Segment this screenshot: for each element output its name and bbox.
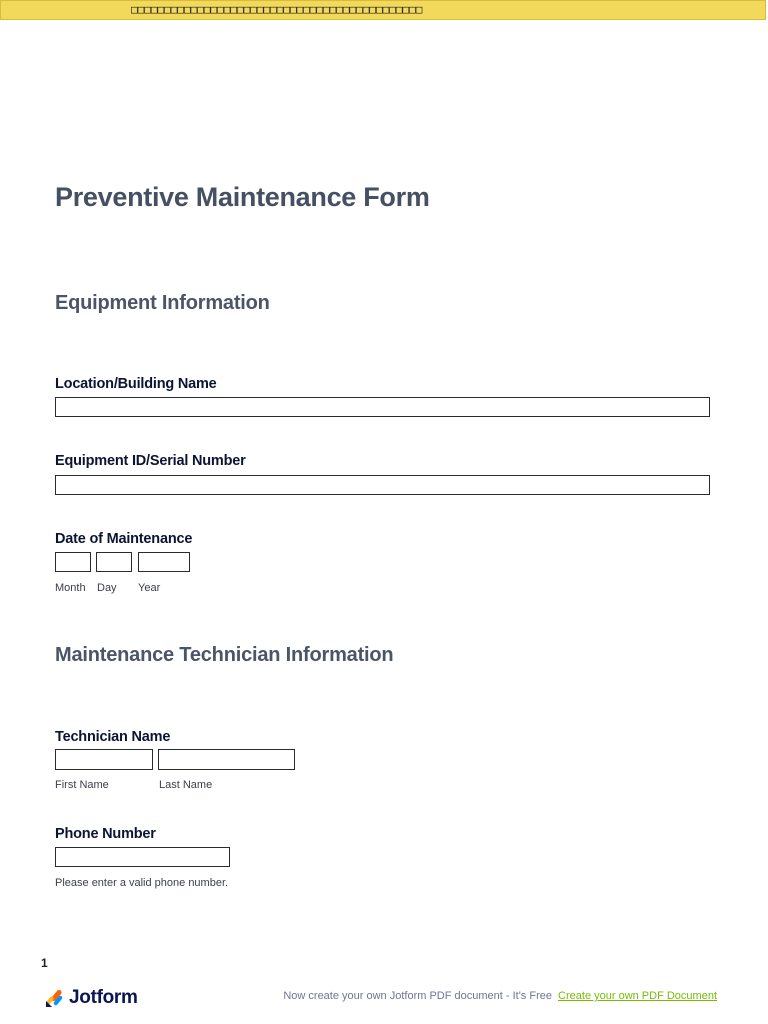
date-day-sublabel: Day xyxy=(97,582,117,594)
equipment-id-input[interactable] xyxy=(55,475,710,495)
technician-name-label: Technician Name xyxy=(55,729,171,745)
equipment-id-label: Equipment ID/Serial Number xyxy=(55,453,246,469)
first-name-input[interactable] xyxy=(55,749,153,770)
date-year-sublabel: Year xyxy=(138,582,161,594)
date-month-sublabel: Month xyxy=(55,582,86,594)
jotform-logo[interactable] xyxy=(45,987,138,1009)
location-input[interactable] xyxy=(55,397,710,417)
date-month-input[interactable] xyxy=(55,552,91,572)
last-name-sublabel: Last Name xyxy=(159,779,213,791)
brand-name: Jotform xyxy=(69,987,138,1008)
phone-hint: Please enter a valid phone number. xyxy=(55,877,229,889)
create-pdf-link[interactable]: Create your own PDF Document xyxy=(558,990,717,1002)
section-technician-heading: Maintenance Technician Information xyxy=(55,644,394,666)
date-label: Date of Maintenance xyxy=(55,531,193,547)
footer-promo xyxy=(283,990,717,1002)
location-label: Location/Building Name xyxy=(55,376,217,392)
first-name-sublabel: First Name xyxy=(55,779,109,791)
section-equipment-heading: Equipment Information xyxy=(55,292,270,314)
phone-input[interactable] xyxy=(55,847,230,867)
date-year-input[interactable] xyxy=(138,552,190,572)
footer-promo-text: Now create your own Jotform PDF document - It's Free xyxy=(283,990,552,1002)
page-title: Preventive Maintenance Form xyxy=(55,182,430,212)
jotform-logo-icon xyxy=(45,988,65,1008)
date-day-input[interactable] xyxy=(96,552,132,572)
last-name-input[interactable] xyxy=(158,749,295,770)
page-number: 1 xyxy=(41,956,48,970)
notice-banner: □□□□□□□□□□□□□□□□□□□□□□□□□□□□□□□□□□□□□□□□□□□□ xyxy=(0,0,766,20)
phone-label: Phone Number xyxy=(55,826,156,842)
